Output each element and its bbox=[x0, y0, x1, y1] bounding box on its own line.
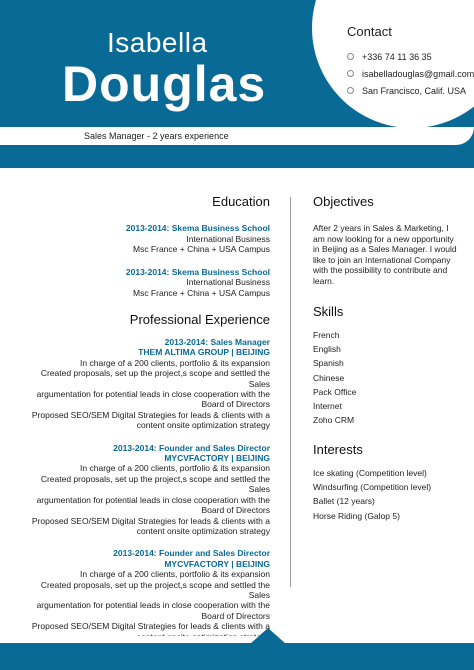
job-line: argumentation for potential leads in close cooperation with the bbox=[36, 600, 270, 611]
skills-list bbox=[313, 328, 461, 427]
education-line: Msc France + China + USA Campus bbox=[132, 287, 270, 298]
objectives-text: After 2 years in Sales & Marketing, I am now looking for a new opportunity in Beijing as a Sales Manager. I would like to join an International Company with the possibility to contribute and learn. bbox=[313, 223, 457, 286]
interests-list bbox=[313, 466, 461, 523]
job-company: THEM ALTIMA GROUP | BEIJING bbox=[138, 347, 270, 358]
job-line: Proposed SEO/SEM Digital Strategies for leads & clients with a bbox=[31, 621, 270, 632]
job-line: Proposed SEO/SEM Digital Strategies for leads & clients with a bbox=[31, 409, 270, 420]
objectives-section bbox=[313, 194, 461, 286]
job-entry bbox=[20, 548, 270, 642]
interest-item: Ballet (12 years) bbox=[313, 496, 375, 507]
job-line: argumentation for potential leads in close cooperation with the bbox=[36, 389, 270, 400]
job-line: Created proposals, set up the project,s scope and settled the Sales bbox=[40, 579, 270, 600]
job-heading: 2013-2014: Founder and Sales Director bbox=[113, 442, 270, 453]
subtitle-strip bbox=[0, 127, 474, 145]
contact-location-text: San Francisco, Calif. USA bbox=[362, 85, 467, 96]
contact-phone bbox=[347, 48, 474, 65]
skills-title: Skills bbox=[313, 304, 344, 319]
education-line: International Business bbox=[186, 233, 270, 244]
footer-notch bbox=[250, 628, 286, 644]
skill-item: French bbox=[313, 330, 340, 340]
bullet-icon bbox=[347, 70, 354, 77]
job-line: argumentation for potential leads in close cooperation with the bbox=[36, 494, 270, 505]
job-heading: 2013-2014: Founder and Sales Director bbox=[113, 548, 270, 559]
column-divider bbox=[290, 197, 291, 587]
footer-strip bbox=[0, 636, 474, 643]
job-line: Board of Directors bbox=[201, 505, 270, 516]
interest-item: Ice skating (Competition level) bbox=[313, 468, 427, 478]
first-name: Isabella bbox=[107, 27, 208, 58]
experience-section bbox=[20, 312, 270, 642]
contact-title: Contact bbox=[347, 24, 392, 39]
interest-item: Horse Riding (Galop 5) bbox=[313, 510, 400, 521]
education-title: Education bbox=[212, 194, 270, 209]
skill-item: Pack Office bbox=[313, 386, 357, 397]
experience-title: Professional Experience bbox=[129, 312, 270, 327]
education-item bbox=[20, 267, 270, 299]
skills-section bbox=[313, 304, 461, 427]
job-line: Created proposals, set up the project,s scope and settled the Sales bbox=[40, 368, 270, 389]
education-line: International Business bbox=[186, 277, 270, 287]
contact-email-text: isabelladouglas@gmail.com bbox=[362, 68, 474, 79]
job-subtitle: Sales Manager - 2 years experience bbox=[84, 131, 229, 141]
skill-item: Chinese bbox=[313, 372, 345, 383]
contact-phone-text: +336 74 11 36 35 bbox=[362, 51, 432, 62]
contact-email bbox=[347, 65, 474, 82]
job-line: content onsite optimization strategy bbox=[136, 525, 270, 536]
bullet-icon bbox=[347, 87, 354, 94]
job-line: In charge of a 200 clients, portfolio & its expansion bbox=[80, 463, 270, 474]
job-line: In charge of a 200 clients, portfolio & its expansion bbox=[80, 569, 270, 580]
last-name: Douglas bbox=[62, 56, 267, 112]
education-item bbox=[20, 223, 270, 255]
job-line: Board of Directors bbox=[201, 610, 270, 621]
job-company: MYCVFACTORY | BEIJING bbox=[164, 453, 270, 464]
job-line: Created proposals, set up the project,s scope and settled the Sales bbox=[40, 473, 270, 495]
footer-band bbox=[0, 643, 474, 670]
job-line: Board of Directors bbox=[201, 399, 270, 410]
job-company: MYCVFACTORY | BEIJING bbox=[164, 558, 270, 569]
skill-item: Internet bbox=[313, 401, 342, 412]
job-line: content onsite optimization strategy bbox=[136, 420, 270, 431]
skill-item: Zoho CRM bbox=[313, 415, 355, 426]
job-entry bbox=[20, 337, 270, 431]
interests-title: Interests bbox=[313, 442, 363, 457]
interest-item: Windsurfing (Competition level) bbox=[313, 482, 432, 493]
objectives-title: Objectives bbox=[313, 194, 374, 209]
education-heading: 2013-2014: Skema Business School bbox=[125, 266, 270, 277]
bullet-icon bbox=[347, 53, 354, 60]
skill-item: English bbox=[313, 344, 341, 355]
job-heading: 2013-2014: Sales Manager bbox=[164, 337, 270, 347]
job-line: In charge of a 200 clients, portfolio & its expansion bbox=[80, 357, 270, 368]
contact-location bbox=[347, 82, 474, 99]
education-section bbox=[20, 194, 270, 298]
job-entry bbox=[20, 443, 270, 537]
contact-list bbox=[347, 48, 474, 99]
skill-item: Spanish bbox=[313, 358, 344, 369]
interests-section bbox=[313, 442, 461, 523]
education-heading: 2013-2014: Skema Business School bbox=[125, 223, 270, 233]
education-line: Msc France + China + USA Campus bbox=[132, 244, 270, 254]
job-line: Proposed SEO/SEM Digital Strategies for leads & clients with a bbox=[31, 515, 270, 526]
